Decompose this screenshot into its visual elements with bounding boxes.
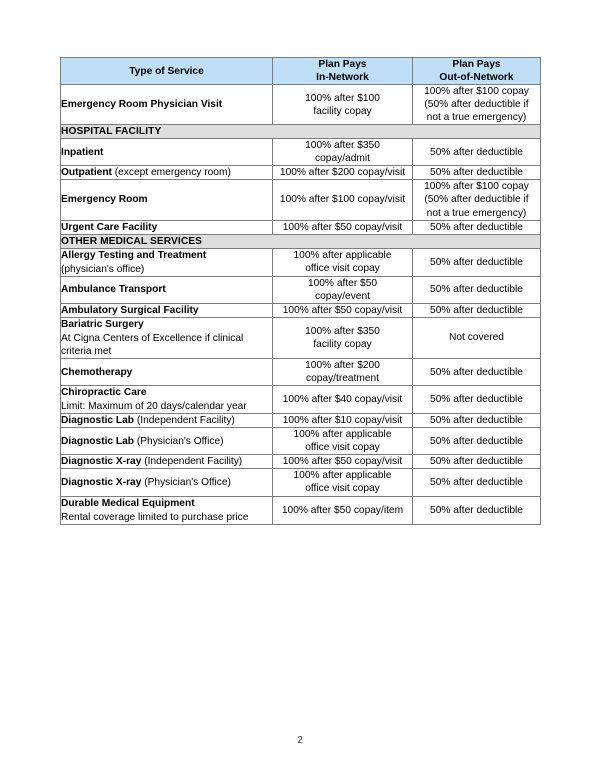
out-of-network-value-cell-line: 50% after deductible xyxy=(430,504,523,516)
in-network-value-cell-line: 100% after applicable xyxy=(293,470,392,482)
service-name-main: Diagnostic Lab xyxy=(61,415,135,427)
column-header-type-of-service xyxy=(61,58,273,85)
table-header-row xyxy=(61,58,541,85)
in-network-value-cell-line: copay/admit xyxy=(315,153,370,165)
in-network-value-cell-line: office visit copay xyxy=(305,263,380,275)
out-of-network-value-cell-line: (50% after deductible if xyxy=(424,194,529,206)
service-name-note: (Physician's Office) xyxy=(141,476,231,488)
table-row xyxy=(61,469,541,496)
in-network-value-cell-line: 100% after $50 copay/visit xyxy=(282,456,403,468)
service-name-main: Emergency Room Physician Visit xyxy=(61,99,223,111)
service-name-note: (Independent Facility) xyxy=(134,415,235,427)
service-name-cell xyxy=(61,139,273,166)
in-network-value-cell-line: 100% after applicable xyxy=(293,429,392,441)
out-of-network-value-cell-line: 50% after deductible xyxy=(430,394,523,406)
in-network-value-cell xyxy=(273,166,413,180)
service-name-subtext: Rental coverage limited to purchase price xyxy=(61,511,249,523)
table-row xyxy=(61,386,541,414)
out-of-network-value-cell-line: 50% after deductible xyxy=(430,435,523,447)
service-name-cell xyxy=(61,303,273,317)
in-network-value-cell-line: facility copay xyxy=(313,338,372,350)
service-name-main: Diagnostic X-ray xyxy=(61,456,142,468)
benefit-summary-table xyxy=(60,57,541,525)
out-of-network-value-cell xyxy=(413,85,541,125)
in-network-value-cell xyxy=(273,276,413,303)
out-of-network-value-cell-line: Not covered xyxy=(449,332,504,344)
service-name-main: Outpatient xyxy=(61,167,112,179)
out-of-network-value-cell-line: 50% after deductible xyxy=(430,415,523,427)
table-row xyxy=(61,180,541,220)
section-header-label: OTHER MEDICAL SERVICES xyxy=(61,234,541,248)
in-network-value-cell xyxy=(273,359,413,386)
in-network-value-cell-line: 100% after $50 xyxy=(307,277,378,289)
page-number: 2 xyxy=(297,735,303,746)
in-network-value-cell xyxy=(273,469,413,496)
table-row xyxy=(61,496,541,524)
service-name-cell xyxy=(61,220,273,234)
column-header-line1: Plan Pays xyxy=(452,59,501,70)
service-name-main: Chemotherapy xyxy=(61,366,133,378)
service-name-cell xyxy=(61,359,273,386)
in-network-value-cell-line: 100% after $100 copay/visit xyxy=(279,194,406,206)
table-row xyxy=(61,414,541,428)
service-name-main: Ambulatory Surgical Facility xyxy=(61,304,199,316)
service-name-note: (Independent Facility) xyxy=(141,456,243,468)
service-name-main: Durable Medical Equipment xyxy=(61,497,195,509)
out-of-network-value-cell-line: 50% after deductible xyxy=(430,146,523,158)
service-name-subtext: At Cigna Centers of Excellence if clinical criteria met xyxy=(61,332,244,357)
out-of-network-value-cell xyxy=(413,317,541,358)
table-header xyxy=(61,58,541,85)
out-of-network-value-cell-line: not a true emergency) xyxy=(426,112,527,124)
service-name-main: Allergy Testing and Treatment xyxy=(61,249,207,261)
service-name-note: (Physician's Office) xyxy=(134,435,224,447)
service-name-cell xyxy=(61,455,273,469)
in-network-value-cell xyxy=(273,180,413,220)
out-of-network-value-cell xyxy=(413,496,541,524)
service-name-cell xyxy=(61,276,273,303)
service-name-main: Urgent Care Facility xyxy=(61,221,158,233)
in-network-value-cell-line: copay/treatment xyxy=(305,373,380,385)
out-of-network-value-cell-line: 50% after deductible xyxy=(430,284,523,296)
column-header-plan-pays-in-network xyxy=(273,58,413,85)
out-of-network-value-cell-line: 50% after deductible xyxy=(430,456,523,468)
service-name-main: Diagnostic Lab xyxy=(61,435,135,447)
out-of-network-value-cell xyxy=(413,469,541,496)
column-header-line1: Type of Service xyxy=(129,65,204,77)
service-name-cell xyxy=(61,317,273,358)
out-of-network-value-cell-line: (50% after deductible if xyxy=(424,99,529,111)
out-of-network-value-cell-line: 100% after $100 copay xyxy=(424,181,529,193)
service-name-cell xyxy=(61,414,273,428)
in-network-value-cell xyxy=(273,455,413,469)
in-network-value-cell xyxy=(273,496,413,524)
in-network-value-cell-line: 100% after $50 copay/visit xyxy=(282,221,403,233)
in-network-value-cell-line: office visit copay xyxy=(305,442,380,454)
service-name-cell xyxy=(61,496,273,524)
in-network-value-cell-line: 100% after $10 copay/visit xyxy=(282,415,403,427)
service-name-main: Chiropractic Care xyxy=(61,387,147,399)
table-row xyxy=(61,166,541,180)
out-of-network-value-cell-line: 50% after deductible xyxy=(430,304,523,316)
in-network-value-cell xyxy=(273,248,413,276)
in-network-value-cell xyxy=(273,428,413,455)
out-of-network-value-cell xyxy=(413,359,541,386)
out-of-network-value-cell xyxy=(413,414,541,428)
in-network-value-cell xyxy=(273,386,413,414)
in-network-value-cell-line: office visit copay xyxy=(305,483,380,495)
out-of-network-value-cell xyxy=(413,139,541,166)
table-row xyxy=(61,455,541,469)
out-of-network-value-cell xyxy=(413,455,541,469)
in-network-value-cell-line: facility copay xyxy=(313,105,372,117)
service-name-cell xyxy=(61,85,273,125)
out-of-network-value-cell xyxy=(413,248,541,276)
in-network-value-cell xyxy=(273,317,413,358)
table-row xyxy=(61,248,541,276)
service-name-main: Emergency Room xyxy=(61,194,148,206)
out-of-network-value-cell xyxy=(413,303,541,317)
in-network-value-cell-line: 100% after $200 xyxy=(305,360,380,372)
in-network-value-cell-line: 100% after $350 xyxy=(305,325,380,337)
in-network-value-cell xyxy=(273,85,413,125)
out-of-network-value-cell-line: 50% after deductible xyxy=(430,167,523,179)
service-name-cell xyxy=(61,469,273,496)
service-name-cell xyxy=(61,248,273,276)
table-section-header-row xyxy=(61,234,541,248)
column-header-line1: Plan Pays xyxy=(318,59,367,70)
out-of-network-value-cell xyxy=(413,166,541,180)
in-network-value-cell xyxy=(273,220,413,234)
service-name-cell xyxy=(61,428,273,455)
service-name-subtext: (physician's office) xyxy=(61,263,145,275)
out-of-network-value-cell-line: 100% after $100 copay xyxy=(424,86,529,98)
in-network-value-cell xyxy=(273,139,413,166)
in-network-value-cell-line: 100% after applicable xyxy=(293,250,392,262)
in-network-value-cell-line: 100% after $50 copay/item xyxy=(281,504,404,516)
out-of-network-value-cell-line: 50% after deductible xyxy=(430,221,523,233)
service-name-note: (except emergency room) xyxy=(111,167,231,179)
in-network-value-cell-line: 100% after $350 xyxy=(305,140,380,152)
column-header-plan-pays-out-of-network xyxy=(413,58,541,85)
out-of-network-value-cell-line: 50% after deductible xyxy=(430,256,523,268)
service-name-cell xyxy=(61,166,273,180)
in-network-value-cell-line: 100% after $100 xyxy=(305,92,380,104)
out-of-network-value-cell-line: 50% after deductible xyxy=(430,476,523,488)
service-name-main: Diagnostic X-ray xyxy=(61,476,142,488)
table-row xyxy=(61,276,541,303)
out-of-network-value-cell xyxy=(413,180,541,220)
in-network-value-cell-line: 100% after $40 copay/visit xyxy=(282,394,403,406)
table-row xyxy=(61,220,541,234)
out-of-network-value-cell xyxy=(413,220,541,234)
out-of-network-value-cell xyxy=(413,386,541,414)
in-network-value-cell-line: copay/event xyxy=(315,290,370,302)
table-row xyxy=(61,428,541,455)
in-network-value-cell xyxy=(273,303,413,317)
table-row xyxy=(61,359,541,386)
table-row xyxy=(61,85,541,125)
column-header-line2: Out-of-Network xyxy=(439,72,514,84)
table-row xyxy=(61,139,541,166)
service-name-cell xyxy=(61,386,273,414)
service-name-cell xyxy=(61,180,273,220)
table-row xyxy=(61,303,541,317)
table-row xyxy=(61,317,541,358)
table-section-header-row xyxy=(61,125,541,139)
service-name-subtext: Limit: Maximum of 20 days/calendar year xyxy=(61,401,247,413)
service-name-main: Inpatient xyxy=(61,146,104,158)
section-header-label: HOSPITAL FACILITY xyxy=(61,125,541,139)
service-name-main: Bariatric Surgery xyxy=(61,318,144,330)
out-of-network-value-cell xyxy=(413,428,541,455)
out-of-network-value-cell xyxy=(413,276,541,303)
service-name-main: Ambulance Transport xyxy=(61,284,166,296)
table-body xyxy=(61,85,541,525)
in-network-value-cell xyxy=(273,414,413,428)
column-header-line2: In-Network xyxy=(316,72,369,84)
in-network-value-cell-line: 100% after $50 copay/visit xyxy=(282,304,403,316)
out-of-network-value-cell-line: 50% after deductible xyxy=(430,366,523,378)
in-network-value-cell-line: 100% after $200 copay/visit xyxy=(279,167,406,179)
out-of-network-value-cell-line: not a true emergency) xyxy=(426,207,527,219)
